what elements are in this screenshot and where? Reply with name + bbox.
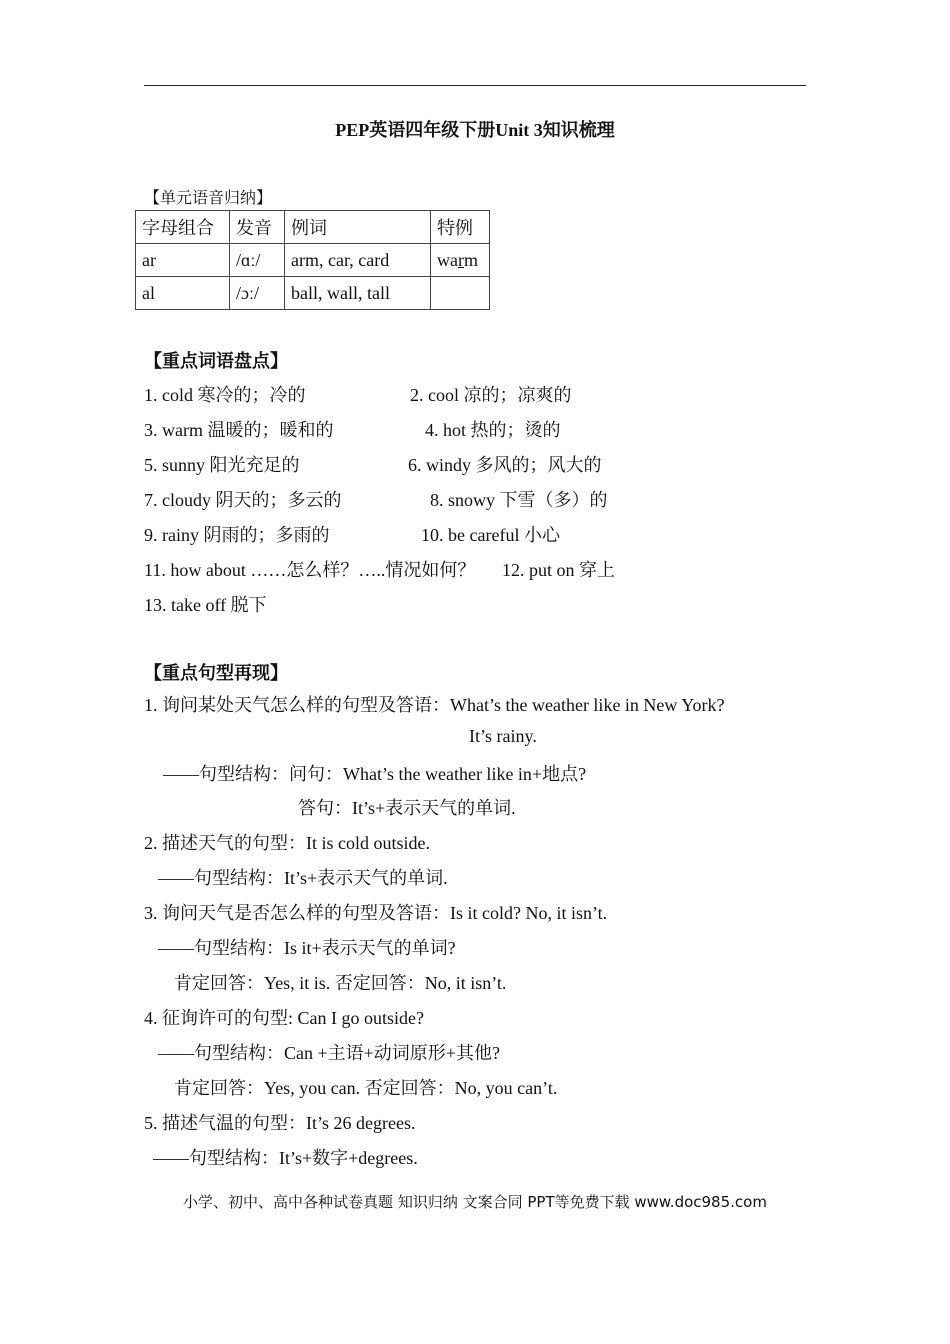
vocab-item: 7. cloudy 阴天的；多云的 [144, 490, 342, 510]
exception-text: m [464, 249, 479, 270]
sentence-line: 1. 询问某处天气怎么样的句型及答语：What’s the weather like in New York? [144, 695, 725, 715]
sentence-line: 答句：It’s+表示天气的单词. [298, 798, 516, 818]
table-cell: ar [136, 244, 230, 277]
table-header-cell: 发音 [230, 211, 285, 244]
vocab-item: 10. be careful 小心 [421, 525, 560, 545]
exception-text: wa [437, 249, 458, 270]
sentence-line: ——句型结构：Can +主语+动词原形+其他? [158, 1043, 500, 1063]
table-cell: al [136, 277, 230, 310]
vocab-item: 12. put on 穿上 [502, 560, 616, 580]
table-header-cell: 例词 [285, 211, 431, 244]
table-header-cell: 特例 [431, 211, 490, 244]
vocab-item: 6. windy 多风的；风大的 [408, 455, 602, 475]
sentence-line: ——句型结构：It’s+数字+degrees. [153, 1148, 418, 1168]
sentence-line: 3. 询问天气是否怎么样的句型及答语：Is it cold? No, it isn’t. [144, 903, 608, 923]
vocab-item: 13. take off 脱下 [144, 595, 267, 615]
sentence-line: 4. 征询许可的句型: Can I go outside? [144, 1008, 424, 1028]
vocab-item: 9. rainy 阴雨的；多雨的 [144, 525, 330, 545]
footer-text: 小学、初中、高中各种试卷真题 知识归纳 文案合同 PPT等免费下载 www.doc985.com [183, 1193, 767, 1211]
table-row [136, 244, 490, 277]
table-cell: arm, car, card [285, 244, 431, 277]
sentence-line: 2. 描述天气的句型：It is cold outside. [144, 833, 430, 853]
table-cell: /ɑː/ [230, 244, 285, 277]
header-rule [144, 85, 806, 86]
table-cell: ball, wall, tall [285, 277, 431, 310]
vocab-item: 3. warm 温暖的；暖和的 [144, 420, 334, 440]
table-cell: /ɔː/ [230, 277, 285, 310]
phonics-table [135, 210, 490, 310]
sentence-line: ——句型结构：Is it+表示天气的单词? [158, 938, 456, 958]
exception-underlined-letter: r [458, 249, 464, 270]
sentence-line: It’s rainy. [469, 726, 537, 746]
vocab-item: 2. cool 凉的；凉爽的 [410, 385, 572, 405]
sentence-line: ——句型结构：问句：What’s the weather like in+地点? [163, 764, 587, 784]
sentence-line: 5. 描述气温的句型：It’s 26 degrees. [144, 1113, 416, 1133]
table-cell [431, 277, 490, 310]
sentences-heading: 【重点句型再现】 [144, 663, 288, 683]
page-title: PEP英语四年级下册Unit 3知识梳理 [335, 120, 615, 140]
table-row [136, 277, 490, 310]
phonics-heading: 【单元语音归纳】 [144, 190, 273, 207]
table-header-row [136, 211, 490, 244]
vocab-item: 1. cold 寒冷的；冷的 [144, 385, 306, 405]
vocab-item: 5. sunny 阳光充足的 [144, 455, 300, 475]
sentence-line: 肯定回答：Yes, you can. 否定回答：No, you can’t. [174, 1078, 558, 1098]
table-header-cell: 字母组合 [136, 211, 230, 244]
vocab-item: 11. how about ……怎么样？…..情况如何？ [144, 560, 476, 580]
table-cell [431, 244, 490, 277]
vocab-heading: 【重点词语盘点】 [144, 351, 288, 371]
sentence-line: 肯定回答：Yes, it is. 否定回答：No, it isn’t. [174, 973, 507, 993]
vocab-item: 4. hot 热的；烫的 [425, 420, 561, 440]
sentence-line: ——句型结构：It’s+表示天气的单词. [158, 868, 448, 888]
vocab-item: 8. snowy 下雪（多）的 [430, 490, 608, 510]
